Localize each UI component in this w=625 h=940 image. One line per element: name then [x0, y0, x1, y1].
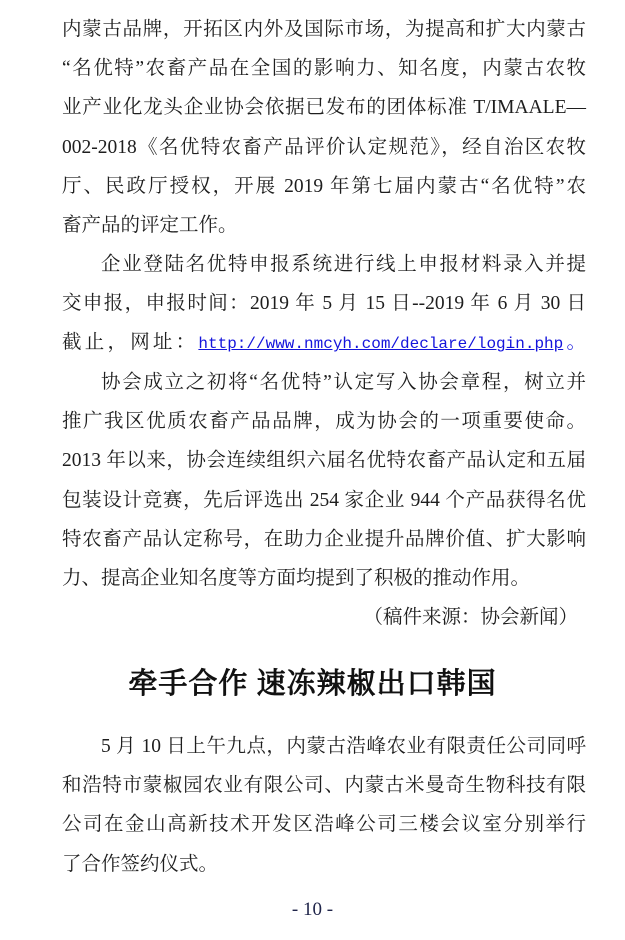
text-line: 002-2018《名优特农畜产品评价认定规范》，经自治区农牧 [62, 136, 586, 158]
text-line: 和浩特市蒙椒园农业有限公司、内蒙古米曼奇生物科技有限 [62, 775, 586, 797]
url-line-suffix: 。 [563, 332, 586, 354]
text-line: 协会成立之初将“名优特”认定写入协会章程，树立并 [101, 372, 586, 393]
url-line-prefix: 截止，网址： [62, 332, 199, 354]
article2-title-block [0, 659, 625, 709]
text-line: 包装设计竞赛，先后评选出 254 家企业 944 个产品获得名优 [62, 489, 586, 511]
text-line: 公司在金山高新技术开发区浩峰公司三楼会议室分别举行 [62, 814, 586, 836]
text-line: 企业登陆名优特申报系统进行线上申报材料录入并提 [101, 254, 586, 275]
article2-paragraph1 [62, 727, 586, 884]
text-line: 畜产品的评定工作。 [62, 214, 238, 236]
source-note-text: （稿件来源：协会新闻） [363, 607, 578, 628]
text-line: 力、提高企业知名度等方面均提到了积极的推动作用。 [62, 567, 531, 589]
article1-paragraph3 [62, 363, 586, 598]
page-footer [0, 895, 625, 925]
url-line [62, 323, 586, 362]
text-line: 厅、民政厅授权，开展 2019 年第七届内蒙古“名优特”农 [62, 175, 586, 197]
page-number: - 10 - [291, 899, 334, 920]
text-line: 特农畜产品认定称号，在助力企业提升品牌价值、扩大影响 [62, 528, 586, 550]
article1-source-note [62, 598, 586, 637]
text-line: 内蒙古品牌，开拓区内外及国际市场，为提高和扩大内蒙古 [62, 19, 586, 40]
article1-paragraph2 [62, 245, 586, 363]
text-line: 业产业化龙头企业协会依据已发布的团体标准 T/IMAALE— [62, 97, 586, 119]
text-line: “名优特”农畜产品在全国的影响力、知名度，内蒙古农牧 [62, 58, 586, 80]
article2-title: 牵手合作 速冻辣椒出口韩国 [128, 668, 497, 700]
text-line: 5 月 10 日上午九点，内蒙古浩峰农业有限责任公司同呼 [101, 736, 586, 757]
text-line: 交申报，申报时间：2019 年 5 月 15 日--2019 年 6 月 30 日 [62, 293, 586, 315]
text-line: 2013 年以来，协会连续组织六届名优特农畜产品认定和五届 [62, 450, 586, 472]
text-line: 推广我区优质农畜产品品牌，成为协会的一项重要使命。 [62, 411, 586, 433]
declare-login-link[interactable]: http://www.nmcyh.com/declare/login.php [198, 335, 564, 354]
text-line: 了合作签约仪式。 [62, 853, 219, 875]
article1-paragraph1 [62, 10, 586, 245]
